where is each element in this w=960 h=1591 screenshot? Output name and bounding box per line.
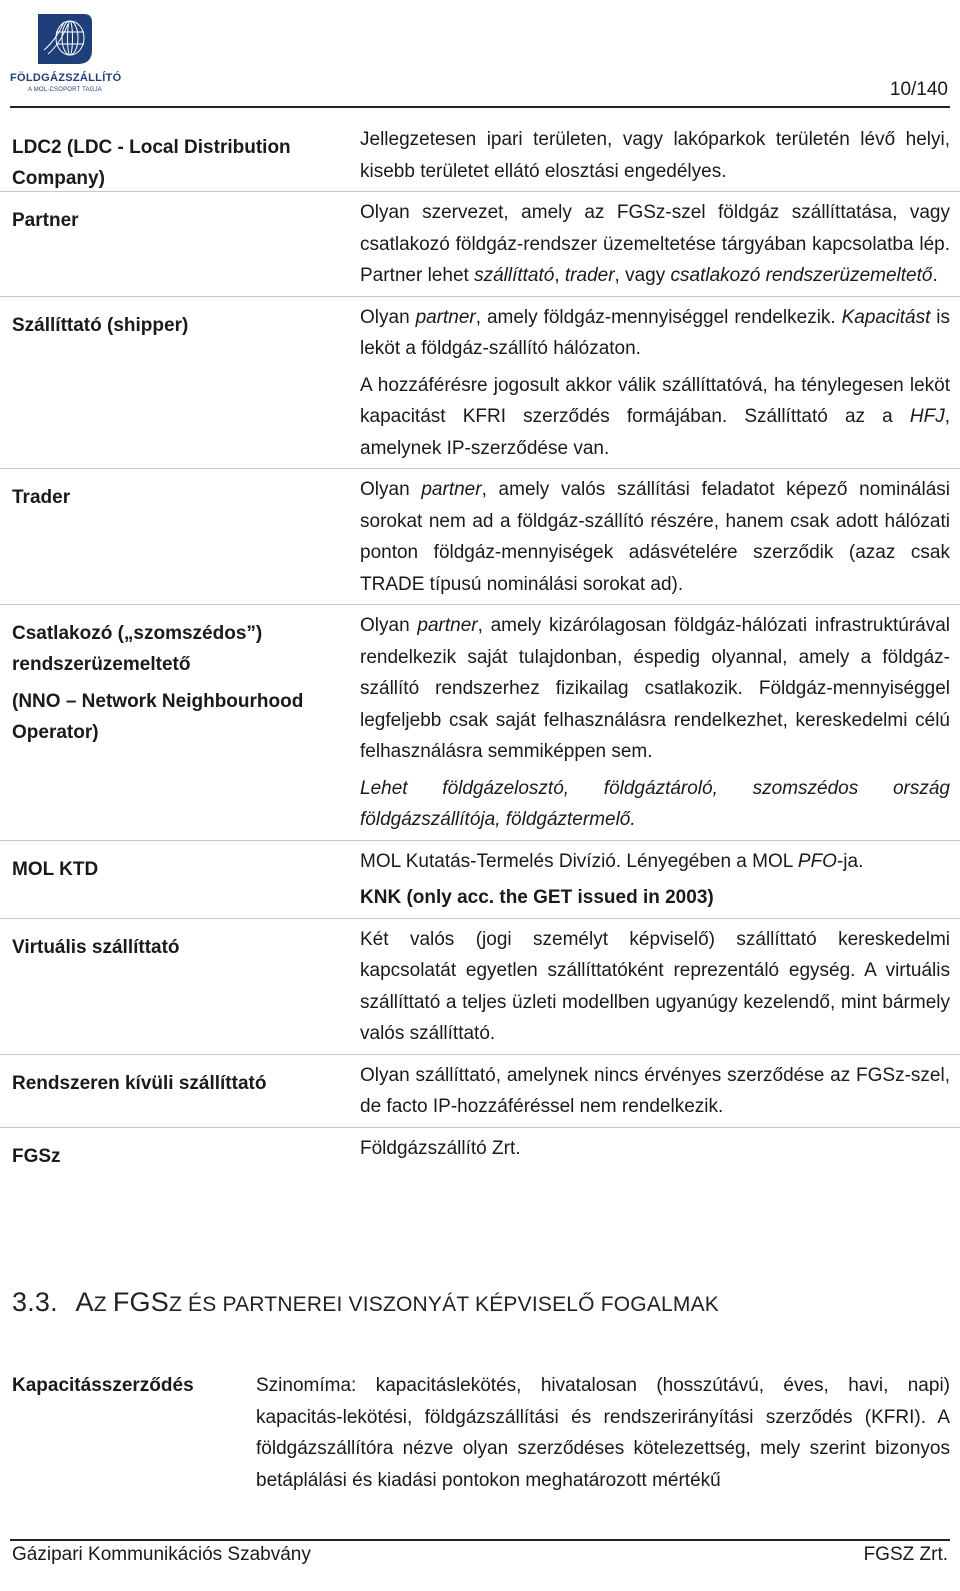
glossary-row-virtual-shipper xyxy=(0,924,960,1055)
section-number: 3.3. xyxy=(12,1287,58,1317)
footer-divider xyxy=(10,1539,950,1541)
page-number: 10/140 xyxy=(889,79,948,100)
term-definition xyxy=(360,197,950,292)
term-text: Csatlakozó („szomszédos”) xyxy=(12,623,263,644)
term-definition xyxy=(360,124,950,187)
term-text: (NNO – Network Neighbourhood Operator) xyxy=(12,691,304,743)
term-definition xyxy=(360,924,950,1050)
term-label: Partner xyxy=(12,210,79,231)
term-label: Trader xyxy=(12,487,71,508)
company-logo xyxy=(10,6,120,98)
logo-tagline: A MOL-CSOPORT TAGJA xyxy=(27,87,103,93)
term-text: LDC2 (LDC - Local Distribution xyxy=(12,137,291,158)
glossary-row-trader xyxy=(0,474,960,605)
term-definition xyxy=(360,610,950,836)
footer-title: Gázipari Kommunikációs Szabvány xyxy=(12,1544,311,1565)
definition-paragraph: Lehet földgázelosztó, földgáztároló, szomszédos ország földgázszállítója, földgáztermelő. xyxy=(360,777,950,830)
definition-paragraph: Földgázszállító Zrt. xyxy=(360,1137,521,1159)
term-text: Company) xyxy=(12,168,105,189)
glossary-row-ldc2 xyxy=(0,124,960,192)
definition-paragraph: A hozzáférésre jogosult akkor válik szállíttatóvá, ha ténylegesen leköt kapacitást KFRI szerződés formájában. Szállíttató az a HFJ, amelynek IP-szerződése van. xyxy=(360,374,950,459)
logo-globe-icon xyxy=(34,10,96,68)
term-definition xyxy=(360,1133,950,1165)
definition-paragraph: Olyan partner, amely kizárólagosan földgáz-hálózati infrastruktúrával rendelkezik saját tulajdonban, éspedig olyannal, amely a földgáz-szállító rendszerhez fizikailag csatlakozik. Földgáz-mennyiséggel legfeljebb csak saját felhasználásra rendelkezhet, kereskedelmi célú felhasználásra semmiképpen sem. xyxy=(360,615,951,762)
definition-text: Szinomíma: kapacitáslekötés, hivatalosan (hosszútávú, éves, havi, napi) kapacitás-lekötési, földgázszállítási és rendszerirányítási szerződés (KFRI). A földgázszállítóra nézve olyan szerződéses kötelezettség, mely szerint xyxy=(256,1375,950,1459)
footer-company: FGSZ Zrt. xyxy=(863,1544,948,1565)
term-definition xyxy=(360,846,950,914)
term-definition xyxy=(256,1370,950,1496)
header-divider xyxy=(10,106,950,108)
term-label: FGSz xyxy=(12,1145,61,1167)
glossary-row-nno xyxy=(0,610,960,841)
term-label xyxy=(12,618,332,748)
term-text: rendszerüzemeltető xyxy=(12,654,191,675)
definition-paragraph: Két valós (jogi személyt képviselő) szállíttató kereskedelmi kapcsolatát egyetlen szállíttatóként reprezentáló egység. A virtuális szállíttató a teljes üzleti modellben ugyanúgy kezelendő, mint bármely valós szállíttató. xyxy=(360,928,950,1044)
section-heading xyxy=(12,1287,719,1318)
glossary-row-fgsz xyxy=(0,1133,960,1169)
term-label xyxy=(12,132,332,194)
section-title: AZ FGSZ ÉS PARTNEREI VISZONYÁT KÉPVISELŐ FOGALMAK xyxy=(75,1287,720,1317)
definition-paragraph: Jellegzetesen ipari területen, vagy lakóparkok területén lévő helyi, kisebb területet ellátó elosztási engedélyes. xyxy=(360,129,950,182)
definition-paragraph: KNK (only acc. the GET issued in 2003) xyxy=(360,887,714,908)
page-header xyxy=(0,0,960,110)
glossary-row-external-shipper xyxy=(0,1060,960,1128)
definition-paragraph: Olyan partner, amely valós szállítási feladatot képező nominálási sorokat nem ad a földgáz-szállító részére, hanem csak adott hálózati ponton földgáz-mennyiségek adásvételére szerződik (azaz csak TRADE típusú nominálási sorokat ad). xyxy=(360,479,950,595)
glossary-row-partner xyxy=(0,197,960,297)
term-definition xyxy=(360,1060,950,1123)
term-definition xyxy=(360,474,950,600)
definition-paragraph: MOL Kutatás-Termelés Divízió. Lényegében a MOL PFO-ja. xyxy=(360,850,864,872)
definition-paragraph: Olyan partner, amely földgáz-mennyiséggel rendelkezik. Kapacitást is leköt a földgáz-szállító hálózaton. xyxy=(360,306,950,359)
definition-paragraph: Olyan szervezet, amely az FGSz-szel földgáz szállíttatása, vagy csatlakozó földgáz-rendszer üzemeltetése tárgyában kapcsolatba lép. Partner lehet szállíttató, trader, vagy csatlakozó rendszerüzemeltető. xyxy=(360,202,950,286)
term-label: MOL KTD xyxy=(12,858,99,880)
glossary-table xyxy=(0,124,960,1173)
definition-text: bizonyos betáplálási és kiadási pontokon meghatározott mértékű xyxy=(256,1438,950,1491)
term-definition xyxy=(360,302,950,465)
term-label: Virtuális szállíttató xyxy=(12,936,180,958)
term-label: Szállíttató (shipper) xyxy=(12,314,189,336)
glossary-row-shipper xyxy=(0,302,960,470)
glossary-row-mol-ktd xyxy=(0,846,960,919)
term-label: Rendszeren kívüli szállíttató xyxy=(12,1072,267,1094)
term-label: Kapacitásszerződés xyxy=(12,1375,194,1396)
definition-paragraph: Olyan szállíttató, amelynek nincs érvényes szerződése az FGSz-szel, de facto IP-hozzáféréssel nem rendelkezik. xyxy=(360,1064,950,1117)
logo-name: FÖLDGÁZSZÁLLÍTÓ xyxy=(10,72,122,84)
